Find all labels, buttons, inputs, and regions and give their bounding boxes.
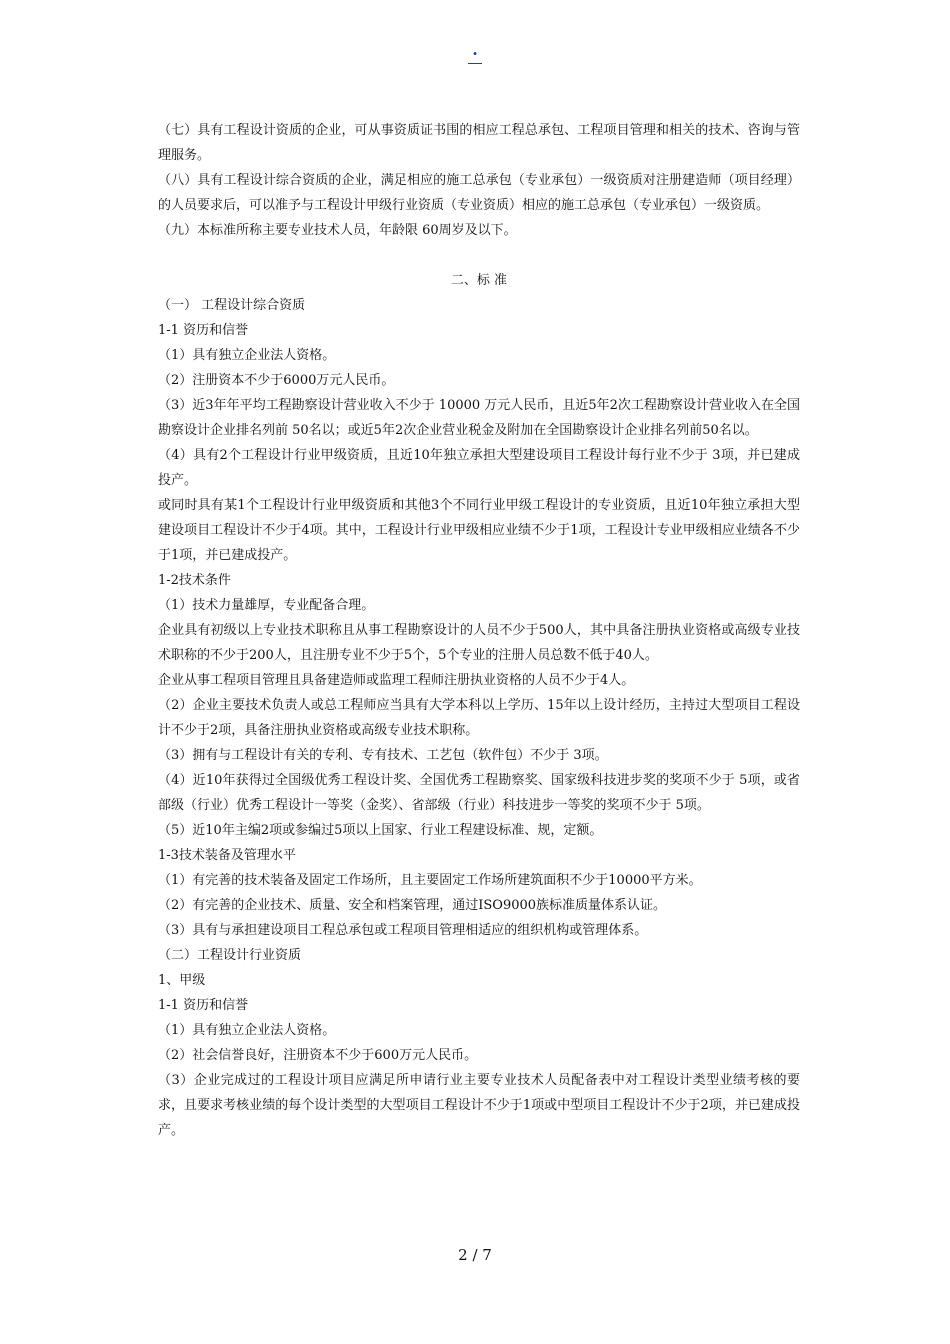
list-item: （3）拥有与工程设计有关的专利、专有技术、工艺包（软件包）不少于 3项。 xyxy=(158,748,608,763)
page-number: 2 / 7 xyxy=(458,1246,492,1264)
list-item: 或同时具有某1个工程设计行业甲级资质和其他3个不同行业甲级工程设计的专业资质，且近10年独立承担大型建设项目工程设计不少于4项。其中，工程设计行业甲级相应业绩不少于1项，工程设计专业甲级相应业绩各不少于1项，并已建成投产。 xyxy=(158,498,800,563)
list-item: （3）近3年年平均工程勘察设计营业收入不少于 10000 万元人民币，且近5年2次工程勘察设计营业收入在全国勘察设计企业排名列前 50名以；或近5年2次企业营业税金及附加在全国勘察设计企业排名列前50名以。 xyxy=(158,398,800,438)
heading-1-3: 1-3技术装备及管理水平 xyxy=(158,848,296,863)
list-item: （1）具有独立企业法人资格。 xyxy=(158,348,336,363)
list-item: 企业从事工程项目管理且具备建造师或监理工程师注册执业资格的人员不少于4人。 xyxy=(158,673,635,688)
grade-title: 1、甲级 xyxy=(158,973,206,988)
heading-1-2: 1-2技术条件 xyxy=(158,573,231,588)
header-underline xyxy=(468,63,482,64)
subsection-title-industry: （二）工程设计行业资质 xyxy=(158,948,302,963)
document-body xyxy=(158,118,800,1143)
paragraph-8: （八）具有工程设计综合资质的企业，满足相应的施工总承包（专业承包）一级资质对注册建造师（项目经理）的人员要求后，可以准予与工程设计甲级行业资质（专业资质）相应的施工总承包（专业承包）一级资质。 xyxy=(158,173,800,213)
paragraph-7: （七）具有工程设计资质的企业，可从事资质证书围的相应工程总承包、工程项目管理和相关的技术、咨询与管理服务。 xyxy=(158,123,800,163)
section-title: 二、标 准 xyxy=(450,273,508,288)
list-item: （2）有完善的企业技术、质量、安全和档案管理，通过ISO9000族标准质量体系认证。 xyxy=(158,898,667,913)
list-item: 企业具有初级以上专业技术职称且从事工程勘察设计的人员不少于500人，其中具备注册执业资格或高级专业技术职称的不少于200人，且注册专业不少于5个，5个专业的注册人员总数不低于40人。 xyxy=(158,623,800,663)
list-item: （2）企业主要技术负责人或总工程师应当具有大学本科以上学历、15年以上设计经历，主持过大型项目工程设计不少于2项，具备注册执业资格或高级专业技术职称。 xyxy=(158,698,800,738)
list-item: （4）近10年获得过全国级优秀工程设计奖、全国优秀工程勘察奖、国家级科技进步奖的奖项不少于 5项，或省部级（行业）优秀工程设计一等奖（金奖）、省部级（行业）科技进步一等奖的奖项不少于 5项。 xyxy=(158,773,800,813)
header-mark: . xyxy=(472,40,478,59)
list-item: （2）社会信誉良好，注册资本不少于600万元人民币。 xyxy=(158,1048,478,1063)
list-item: （3）企业完成过的工程设计项目应满足所申请行业主要专业技术人员配备表中对工程设计类型业绩考核的要求，且要求考核业绩的每个设计类型的大型项目工程设计不少于1项或中型项目工程设计不少于2项，并已建成投产。 xyxy=(158,1073,800,1138)
section-gap xyxy=(158,243,800,268)
heading-grade-1-1: 1-1 资历和信誉 xyxy=(158,998,249,1013)
list-item: （2）注册资本不少于6000万元人民币。 xyxy=(158,373,395,388)
heading-1-1: 1-1 资历和信誉 xyxy=(158,323,249,338)
list-item: （1）有完善的技术装备及固定工作场所，且主要固定工作场所建筑面积不少于10000平方米。 xyxy=(158,873,702,888)
subsection-title-comprehensive: （一） 工程设计综合资质 xyxy=(158,298,306,313)
list-item: （4）具有2个工程设计行业甲级资质，且近10年独立承担大型建设项目工程设计每行业不少于 3项，并已建成投产。 xyxy=(158,448,800,488)
paragraph-9: （九）本标准所称主要专业技术人员，年龄限 60周岁及以下。 xyxy=(158,223,517,238)
list-item: （1）具有独立企业法人资格。 xyxy=(158,1023,336,1038)
list-item: （1）技术力量雄厚，专业配备合理。 xyxy=(158,598,375,613)
list-item: （5）近10年主编2项或参编过5项以上国家、行业工程建设标准、规，定额。 xyxy=(158,823,603,838)
list-item: （3）具有与承担建设项目工程总承包或工程项目管理相适应的组织机构或管理体系。 xyxy=(158,923,648,938)
